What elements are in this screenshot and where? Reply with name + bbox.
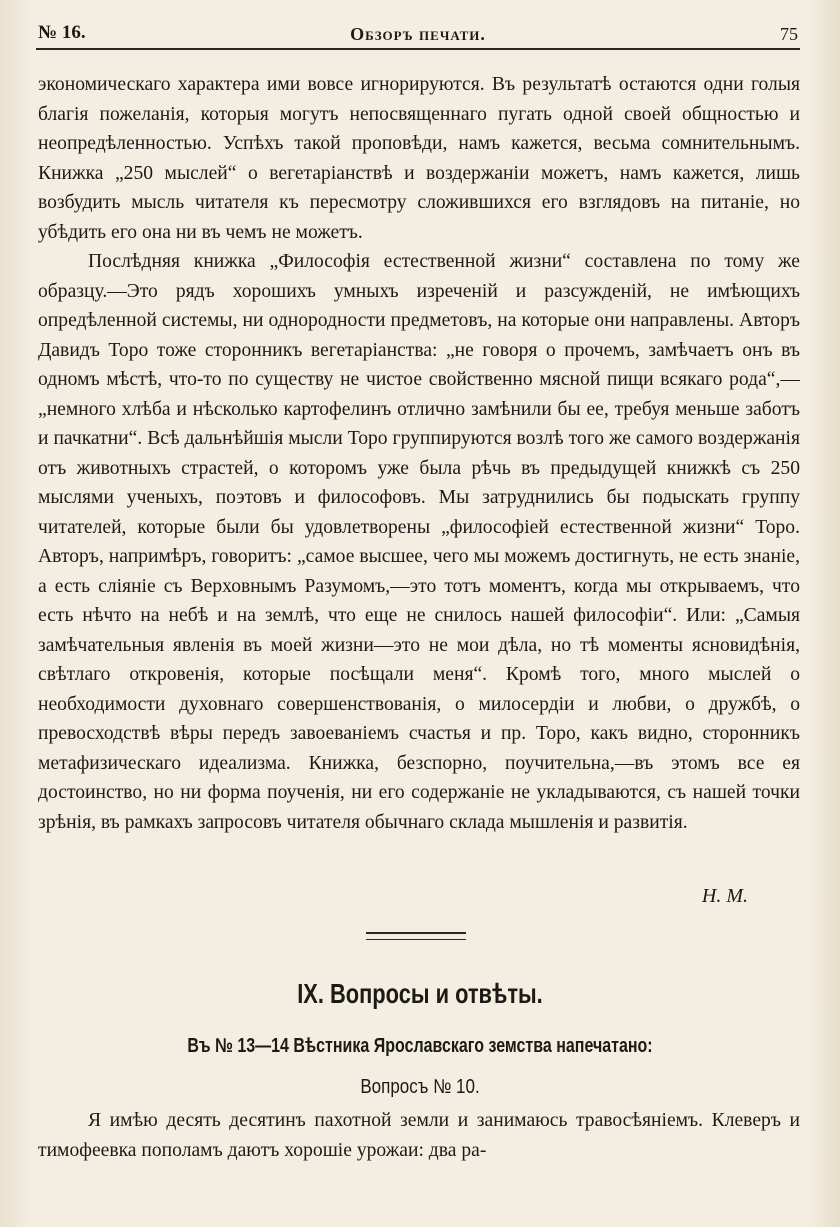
issue-number: № 16. [38, 22, 86, 43]
running-head [38, 20, 798, 50]
question-label: Вопросъ № 10. [360, 1076, 480, 1098]
author-signature: Н. М. [701, 885, 748, 907]
section-title: IX. Вопросы и отвѣты. [297, 978, 543, 1009]
section-divider [366, 932, 466, 940]
page-number: 75 [780, 24, 798, 44]
article-body [38, 70, 800, 837]
question-body [38, 1106, 800, 1166]
section-subheading: Въ № 13—14 Вѣстника Ярославскаго земства напечатано: [187, 1035, 653, 1057]
paragraph: Послѣдняя книжка „Философія естественной жизни“ составлена по тому же образцу.—Это рядъ хорошихъ умныхъ изреченій и разсужденій, не имѣющихъ опредѣленной системы, ни однородности предметовъ, на которые они направлены. Авторъ Давидъ Торо тоже сторонникъ вегетаріанства: „не говоря о прочемъ, замѣчаетъ онъ въ одномъ мѣстѣ, что-то по существу не чистое свойственно мясной пищи всякаго рода“,—„немного хлѣба и нѣсколько картофелинъ отлично замѣнили бы ее, требуя меньше заботъ и пачкатни“. Всѣ дальнѣйшія мысли Торо группируются возлѣ того же самого воздержанія отъ животныхъ страстей, о которомъ уже была рѣчь въ предыдущей книжкѣ съ 250 мыслями ученыхъ, поэтовъ и философовъ. Мы затруднились бы подыскать группу читателей, которые были бы удовлетворены „философіей естественной жизни“ Торо. Авторъ, напримѣръ, говоритъ: „самое высшее, чего мы можемъ достигнуть, не есть знаніе, а есть сліяніе съ Верховнымъ Разумомъ,—это тотъ моментъ, когда мы открываемъ, что есть нѣчто на небѣ и на землѣ, что еще не снилось нашей философіи“. Или: „Самыя замѣчательныя явленія въ моей жизни—это не мои дѣла, но тѣ моменты ясновидѣнія, свѣтлаго откровенія, которые посѣщали меня“. Кромѣ того, много мыслей о необходимости духовнаго совершенствованія, о милосердіи и любви, о дружбѣ, о превосходствѣ вѣры передъ завоеваніемъ счастья и пр. Торо, какъ видно, сторонникъ метафизическаго идеализма. Книжка, безспорно, поучительна,—въ этомъ все ея достоинство, но ни форма поученія, ни его содержаніе не укладываются, съ нашей точки зрѣнія, въ рамкахъ запросовъ читателя обычнаго склада мышленія и развитія. [38, 251, 800, 833]
running-title: Обзоръ печати. [350, 24, 486, 44]
paragraph: экономическаго характера ими вовсе игнорируются. Въ результатѣ остаются одни голыя благія пожеланія, которыя могутъ непосвященнаго пугать одной своей общностью и неопредѣленностью. Успѣхъ такой проповѣди, намъ кажется, весьма сомнительнымъ. Книжка „250 мыслей“ о вегетаріанствѣ и воздержаніи можетъ, намъ кажется, лишь возбудить мысль читателя къ пересмотру сложившихся его взглядовъ на питаніе, но убѣдить его она ни въ чемъ не можетъ. [38, 74, 800, 243]
header-rule [36, 48, 800, 50]
paragraph: Я имѣю десять десятинъ пахотной земли и занимаюсь травосѣяніемъ. Клеверъ и тимофеевка пополамъ даютъ хорошіе урожаи: два ра- [38, 1110, 800, 1161]
